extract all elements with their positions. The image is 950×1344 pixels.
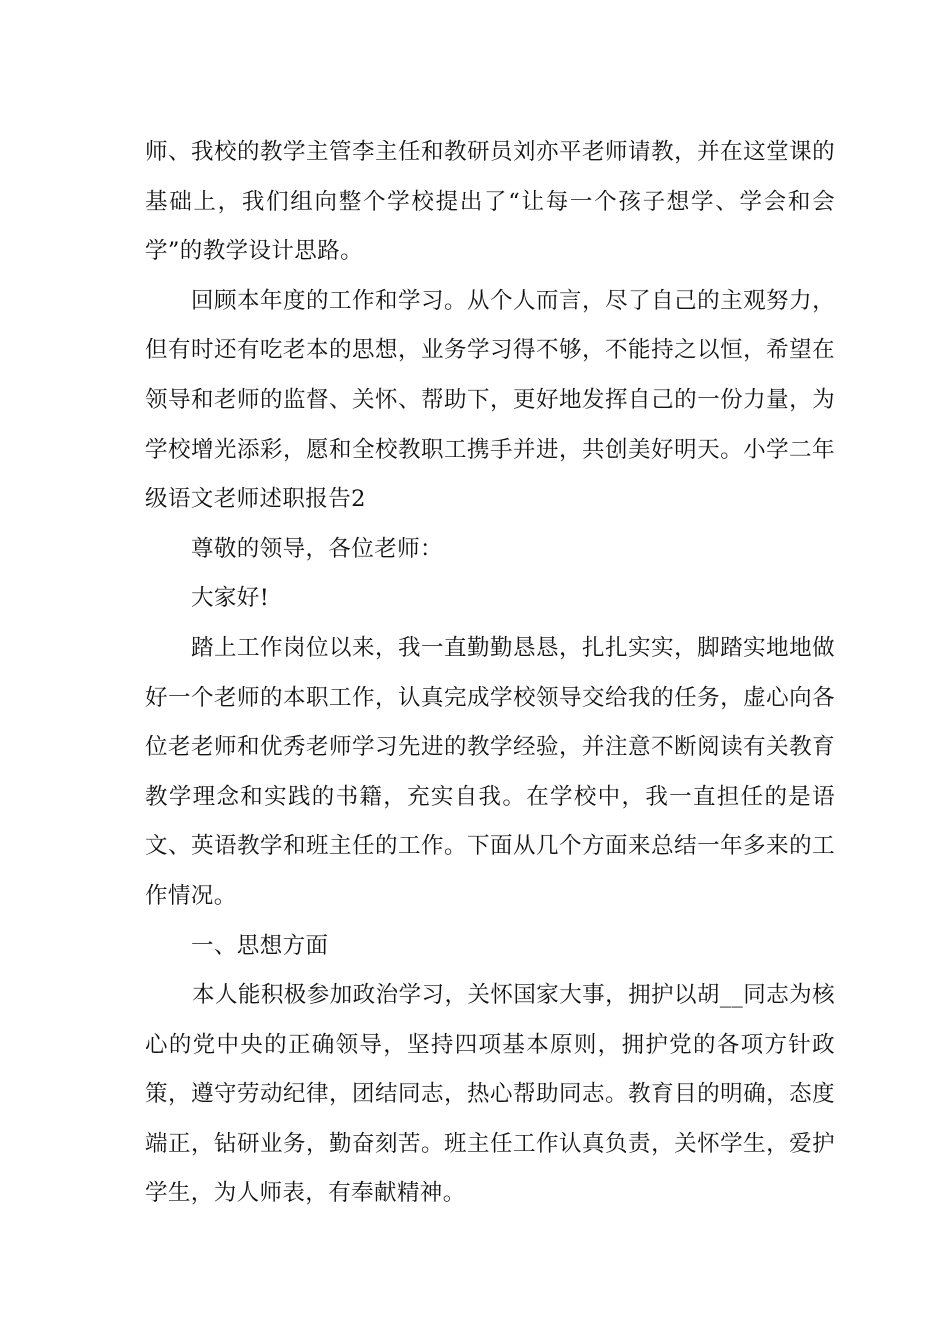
section-heading-thought: 一、思想方面: [191, 932, 329, 959]
paragraph-review: 回顾本年度的工作和学习。从个人而言，尽了自己的主观努力，但有时还有吃老本的思想，业务学习得不够，不能持之以恒，希望在领导和老师的监督、关怀、帮助下，更好地发挥自己的一份力量，为学校增光添彩，愿和全校教职工携手并进，共创美好明天。小学二年级语文老师述职报告2: [145, 287, 835, 513]
paragraph-thought: 本人能积极参加政治学习，关怀国家大事，拥护以胡__同志为核心的党中央的正确领导，坚持四项基本原则，拥护党的各项方针政策，遵守劳动纪律，团结同志，热心帮助同志。教育目的明确，态度端正，钻研业务，勤奋刻苦。班主任工作认真负责，关怀学生，爱护学生，为人师表，有奉献精神。: [145, 982, 835, 1207]
document-body: [145, 128, 835, 1219]
paragraph-continuation: 师、我校的教学主管李主任和教研员刘亦平老师请教，并在这堂课的基础上，我们组向整个学校提出了“让每一个孩子想学、学会和会学”的教学设计思路。: [145, 139, 835, 265]
paragraph-salutation: 尊敬的领导，各位老师：: [191, 535, 443, 562]
paragraph-work-summary: 踏上工作岗位以来，我一直勤勤恳恳，扎扎实实，脚踏实地地做好一个老师的本职工作，认真完成学校领导交给我的任务，虚心向各位老老师和优秀老师学习先进的教学经验，并注意不断阅读有关教育教学理念和实践的书籍，充实自我。在学校中，我一直担任的是语文、英语教学和班主任的工作。下面从几个方面来总结一年多来的工作情况。: [145, 634, 835, 909]
paragraph-greeting: 大家好!: [191, 585, 270, 612]
